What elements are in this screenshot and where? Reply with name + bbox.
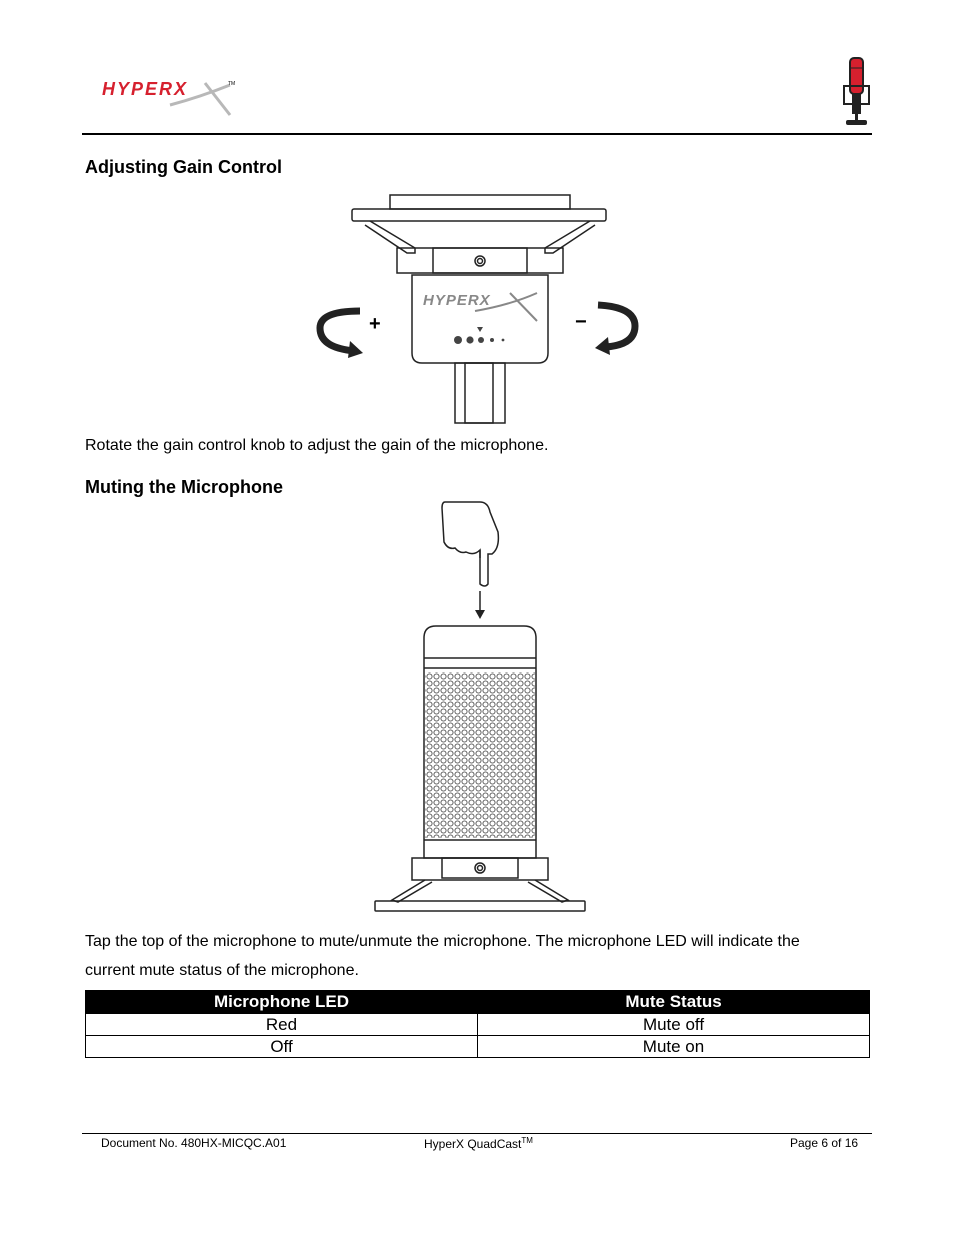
table-cell: Off bbox=[86, 1036, 478, 1058]
led-status-table bbox=[85, 990, 870, 1058]
table-cell: Red bbox=[86, 1014, 478, 1036]
mute-description-line2: current mute status of the microphone. bbox=[85, 962, 359, 979]
table-cell: Mute off bbox=[478, 1014, 870, 1036]
mute-description-line1: Tap the top of the microphone to mute/unmute the microphone. The microphone LED will indicate the bbox=[85, 933, 800, 950]
hyperx-logo bbox=[100, 75, 240, 120]
header-microphone-led: Microphone LED bbox=[86, 991, 478, 1014]
mute-tap-illustration bbox=[370, 498, 590, 916]
gain-knob-illustration bbox=[315, 193, 645, 428]
footer-product bbox=[424, 1136, 533, 1151]
pointing-hand-icon bbox=[442, 502, 498, 586]
table-header-row bbox=[86, 991, 870, 1014]
footer-product-tm: TM bbox=[521, 1136, 533, 1145]
logo-tm: TM bbox=[228, 81, 236, 87]
table-cell: Mute on bbox=[478, 1036, 870, 1058]
gain-description: Rotate the gain control knob to adjust the gain of the microphone. bbox=[85, 437, 549, 454]
gain-plus-label: + bbox=[369, 313, 381, 335]
footer-document-number: Document No. 480HX-MICQC.A01 bbox=[101, 1136, 287, 1150]
footer-divider bbox=[82, 1133, 872, 1134]
table-row bbox=[86, 1014, 870, 1036]
header-mute-status: Mute Status bbox=[478, 991, 870, 1014]
knob-logo-text: HYPERX bbox=[423, 292, 491, 309]
header-divider bbox=[82, 133, 872, 135]
footer-product-name: HyperX QuadCast bbox=[424, 1137, 522, 1151]
logo-text: HYPERX bbox=[102, 79, 189, 99]
section-title-gain: Adjusting Gain Control bbox=[85, 157, 282, 177]
table-row bbox=[86, 1036, 870, 1058]
gain-minus-label: − bbox=[575, 311, 587, 333]
footer-page-number: Page 6 of 16 bbox=[790, 1136, 859, 1150]
quadcast-mic-image bbox=[840, 56, 872, 128]
section-title-mute: Muting the Microphone bbox=[85, 477, 283, 497]
